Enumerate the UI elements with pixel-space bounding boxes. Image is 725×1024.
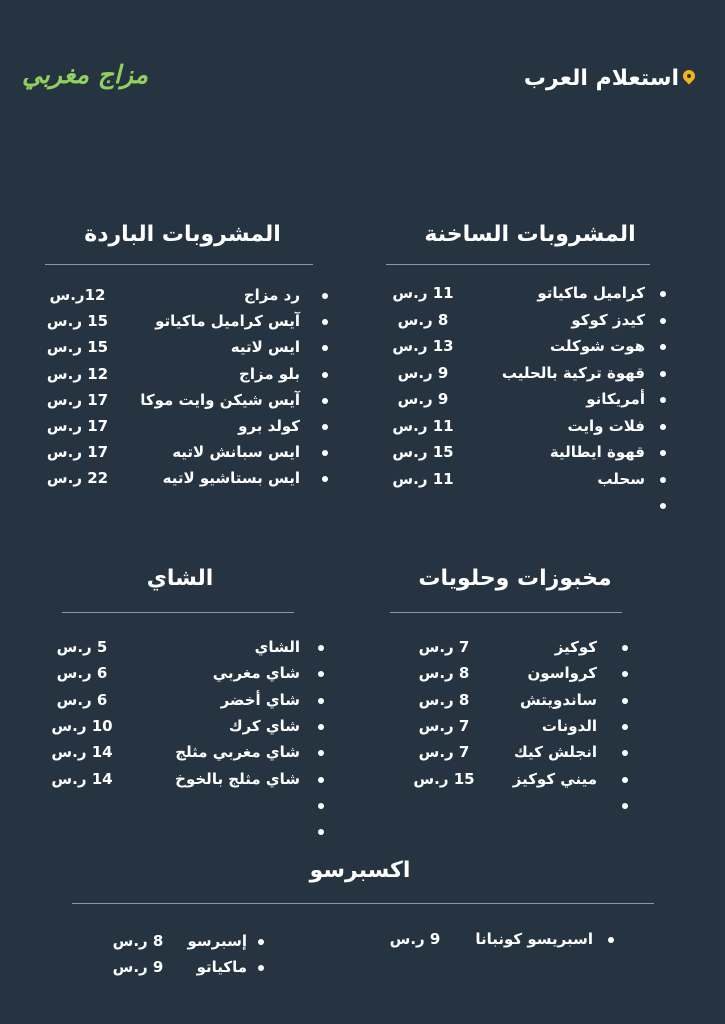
section-title-hot: المشروبات الساخنة (424, 222, 636, 247)
section-title-cold: المشروبات الباردة (84, 222, 281, 247)
item-price: 6 ر.س (56, 690, 108, 709)
item-name: ماكياتو (196, 958, 247, 976)
section-title-espresso: اكسبرسو (309, 858, 411, 883)
item-name: بلو مزاج (239, 364, 300, 383)
item-name: الدونات (541, 716, 597, 735)
brand-logo-left: مزاج مغربي (22, 60, 149, 89)
bullet-icon (322, 476, 328, 482)
location-pin-icon (683, 70, 695, 88)
cold-menu-item (0, 389, 725, 413)
item-name: كرواسون (527, 664, 597, 683)
tea-menu-item (0, 715, 725, 739)
brand-logo-right (524, 66, 695, 91)
item-price: 8 ر.س (397, 310, 449, 329)
divider-hot (386, 264, 650, 265)
item-name: ايس سبانش لاتيه (172, 443, 300, 462)
espresso-menu-item (0, 956, 725, 980)
cold-menu-item (0, 284, 725, 308)
cold-menu-item (0, 415, 725, 439)
bullet-icon (318, 829, 324, 835)
cold-menu-item (0, 336, 725, 360)
item-price: 9 ر.س (112, 958, 164, 976)
item-price: 14 ر.س (51, 743, 113, 762)
item-price: 14 ر.س (51, 769, 113, 788)
item-price: 5 ر.س (56, 638, 108, 656)
item-name: الشاي (254, 638, 300, 656)
item-price: 15 ر.س (392, 443, 454, 461)
item-price: 7 ر.س (418, 638, 470, 656)
bullet-icon (318, 698, 324, 704)
hot-menu-item (0, 494, 725, 518)
item-name: قهوة تركية بالحليب (501, 363, 645, 382)
espresso-menu-item (0, 930, 725, 954)
item-name: أمريكانو (586, 390, 645, 408)
item-name: شاي أخضر (220, 690, 300, 709)
section-title-bakery: مخبوزات وحلويات (418, 566, 612, 591)
item-name: إسبرسو (187, 932, 247, 950)
bullet-icon (322, 345, 328, 351)
item-price: 17 ر.س (46, 443, 109, 462)
item-price: 13 ر.س (392, 337, 454, 355)
item-price: 17 ر.س (46, 390, 109, 409)
bullet-icon (318, 750, 324, 756)
tea-menu-item (0, 794, 725, 818)
item-name: قهوة ايطالية (549, 443, 645, 461)
bullet-icon (322, 293, 328, 299)
tea-menu-item (0, 768, 725, 792)
item-price: 8 ر.س (112, 932, 164, 950)
bullet-icon (322, 319, 328, 325)
item-name: اسبريسو كونبانا (475, 930, 593, 948)
item-price: 12 ر.س (46, 364, 109, 383)
item-price: 10 ر.س (51, 716, 113, 735)
bullet-icon (322, 372, 328, 378)
item-price: 11 ر.س (392, 284, 454, 302)
tea-menu-item (0, 820, 725, 844)
tea-menu-item (0, 741, 725, 765)
item-name: ايس بستاشيو لاتيه (162, 469, 300, 488)
bullet-icon (322, 398, 328, 404)
divider-cold (45, 264, 313, 265)
bullet-icon (660, 503, 666, 509)
item-price: 11 ر.س (392, 416, 454, 435)
item-name: هوت شوكلت (550, 337, 645, 355)
tea-menu-item (0, 689, 725, 713)
cold-menu-item (0, 441, 725, 465)
item-price: 8 ر.س (418, 664, 470, 683)
item-name: شاي كرك (228, 716, 300, 735)
item-price: 8 ر.س (418, 690, 470, 709)
item-name: ايس لاتيه (230, 338, 300, 357)
divider-tea (62, 612, 294, 613)
item-name: شاي مغربي مثلج (175, 743, 300, 762)
divider-bakery (390, 612, 622, 613)
brand-right-text: استعلام العرب (523, 66, 679, 91)
bullet-icon (322, 424, 328, 430)
item-price: 11 ر.س (392, 469, 454, 488)
divider-espresso (72, 903, 654, 904)
bullet-icon (318, 671, 324, 677)
item-name: كوكيز (554, 638, 597, 656)
item-price: 22 ر.س (46, 469, 109, 488)
item-price: 7 ر.س (418, 716, 470, 735)
item-name: كراميل ماكياتو (537, 284, 645, 302)
item-name: رد مزاج (243, 286, 300, 304)
item-price: 15 ر.س (413, 769, 475, 788)
bullet-icon (318, 803, 324, 809)
item-name: سحلب (597, 469, 645, 488)
bullet-icon (318, 777, 324, 783)
item-name: آيس كراميل ماكياتو (155, 312, 300, 331)
item-name: شاي مغربي (212, 664, 300, 683)
bullet-icon (318, 645, 324, 651)
cold-menu-item (0, 467, 725, 491)
cold-menu-item (0, 363, 725, 387)
item-name: فلات وايت (567, 416, 645, 435)
item-price: 12ر.س (49, 286, 106, 304)
item-price: 6 ر.س (56, 664, 108, 683)
bullet-icon (258, 939, 264, 945)
item-name: آيس شيكن وايت موكا (140, 390, 300, 409)
item-name: انجلش كيك (514, 743, 597, 762)
item-price: 9 ر.س (389, 930, 441, 948)
item-name: كيدز كوكو (571, 310, 645, 329)
item-price: 15 ر.س (46, 338, 109, 357)
cold-menu-item (0, 310, 725, 334)
item-name: ساندويتش (520, 690, 597, 709)
item-price: 7 ر.س (418, 743, 470, 762)
bullet-icon (322, 450, 328, 456)
item-name: ميني كوكيز (512, 769, 597, 788)
section-title-tea: الشاي (146, 566, 214, 591)
item-name: كولد برو (238, 417, 300, 435)
tea-menu-item (0, 636, 725, 660)
item-name: شاي مثلج بالخوخ (175, 769, 300, 788)
item-price: 15 ر.س (46, 312, 109, 331)
tea-menu-item (0, 662, 725, 686)
bullet-icon (318, 724, 324, 730)
item-price: 9 ر.س (397, 363, 449, 382)
item-price: 9 ر.س (397, 390, 449, 408)
bullet-icon (258, 965, 264, 971)
item-price: 17 ر.س (46, 417, 109, 435)
